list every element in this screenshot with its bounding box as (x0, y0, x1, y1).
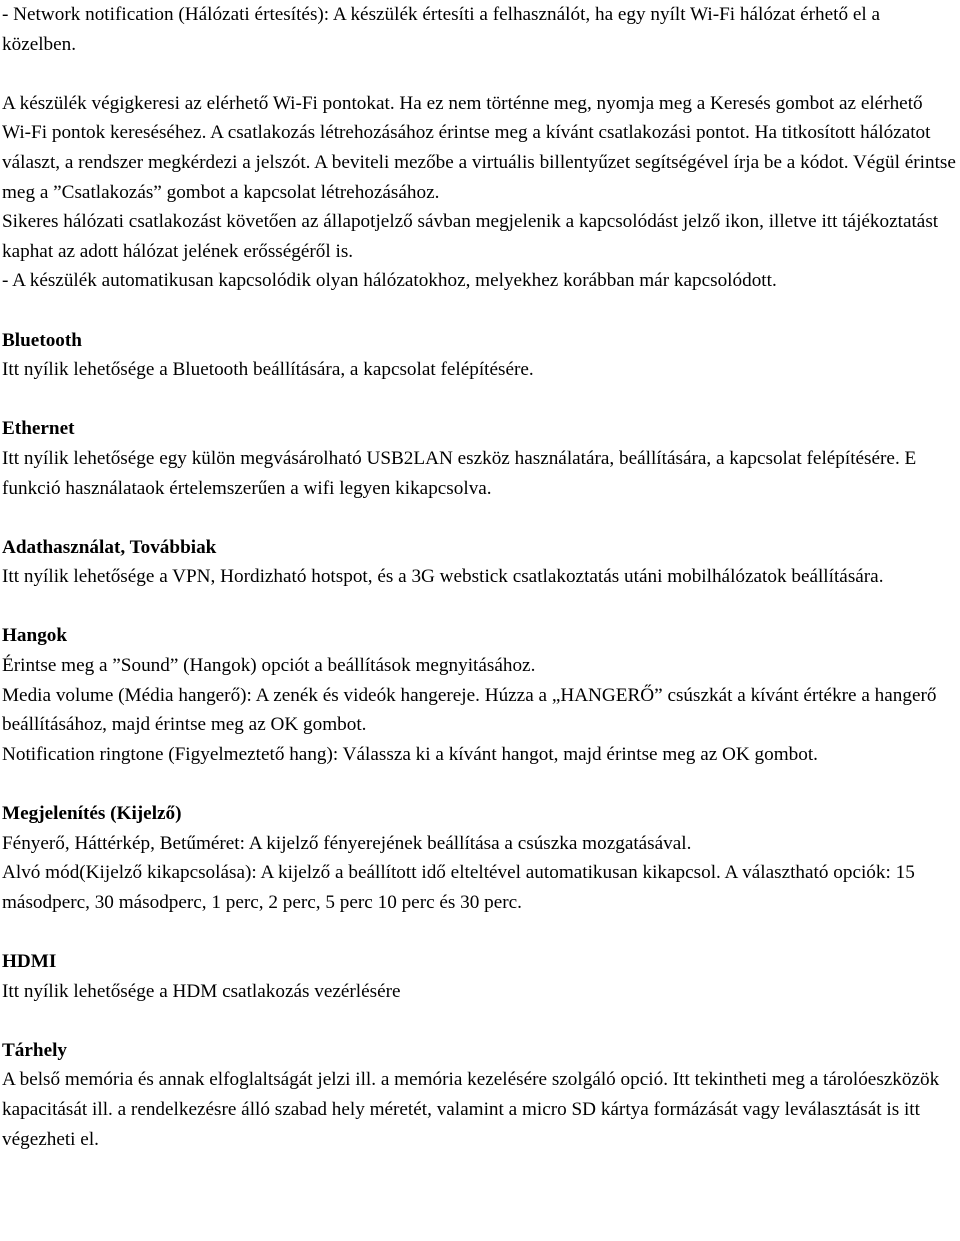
spacer (2, 592, 956, 622)
section-text-ethernet: Itt nyílik lehetősége egy külön megvásárolható USB2LAN eszköz használatára, beállítására, a kapcsolat felépítésére. E funkció használataok értelemszerűen a wifi legyen kikapcsolva. (2, 447, 917, 499)
spacer (2, 1006, 956, 1036)
spacer (2, 385, 956, 415)
section-hdmi (2, 947, 956, 1006)
wifi-success-paragraph: Sikeres hálózati csatlakozást követően az állapotjelző sávban megjelenik a kapcsolódást jelző ikon, illetve itt tájékoztatást kaphat az adott hálózat jelének erősségéről is. (2, 211, 939, 262)
spacer (2, 296, 956, 326)
spacer (2, 917, 956, 947)
spacer (2, 769, 956, 799)
spacer (2, 503, 956, 533)
section-title-bluetooth: Bluetooth (2, 329, 82, 351)
section-display (2, 799, 956, 917)
sound-notification-ringtone: Notification ringtone (Figyelmeztető hang): Válassza ki a kívánt hangot, majd érintse meg az OK gombot. (2, 743, 818, 765)
section-text-storage: A belső memória és annak elfoglaltságát jelzi ill. a memória kezelésére szolgáló opció. Itt tekintheti meg a tárolóeszközök kapacitását ill. a rendelkezésre álló szabad hely méretét, valamint a micro SD kártya formázását vagy leválasztását is itt végezheti el. (2, 1069, 940, 1150)
sound-intro: Érintse meg a ”Sound” (Hangok) opciót a beállítások megnyitásához. (2, 655, 536, 677)
section-title-display: Megjelenítés (Kijelző) (2, 803, 182, 825)
wifi-network-notification: - Network notification (Hálózati értesítés): A készülék értesíti a felhasználót, ha egy nyílt Wi-Fi hálózat érhető el a közelben. (2, 4, 880, 55)
display-brightness: Fényerő, Háttérkép, Betűméret: A kijelző fényerejének beállítása a csúszka mozgatásával. (2, 832, 692, 854)
wifi-search-paragraph: A készülék végigkeresi az elérhető Wi-Fi pontokat. Ha ez nem történne meg, nyomja meg a Keresés gombot az elérhető Wi-Fi pontok kereséséhez. A csatlakozás létrehozásához érintse meg a kívánt csatlakozási pontot. Ha titkosított hálózatot választ, a rendszer megkérdezi a jelszót. A beviteli mezőbe a virtuális billentyűzet segítségével írja be a kódot. Végül érintse meg a ”Csatlakozás” gombot a kapcsolat létrehozásához. (2, 92, 956, 203)
section-text-hdmi: Itt nyílik lehetősége a HDM csatlakozás vezérlésére (2, 980, 401, 1002)
section-storage (2, 1036, 956, 1154)
section-title-ethernet: Ethernet (2, 418, 75, 440)
sound-media-volume: Media volume (Média hangerő): A zenék és videók hangereje. Húzza a „HANGERŐ” csúszkát a kívánt értékre a hangerő beállításához, majd érintse meg az OK gombot. (2, 684, 937, 736)
section-ethernet (2, 414, 956, 503)
section-data-usage (2, 533, 956, 592)
section-text-data-usage: Itt nyílik lehetősége a VPN, Hordizható hotspot, és a 3G webstick csatlakoztatás utáni mobilhálózatok beállítására. (2, 566, 884, 588)
wifi-auto-connect: - A készülék automatikusan kapcsolódik olyan hálózatokhoz, melyekhez korábban már kapcsolódott. (2, 270, 777, 292)
section-sound (2, 621, 956, 769)
spacer (2, 59, 956, 89)
section-title-sound: Hangok (2, 625, 68, 647)
section-text-bluetooth: Itt nyílik lehetősége a Bluetooth beállítására, a kapcsolat felépítésére. (2, 359, 534, 381)
display-sleep: Alvó mód(Kijelző kikapcsolása): A kijelző a beállított idő elteltével automatikusan kikapcsol. A választható opciók: 15 másodperc, 30 másodperc, 1 perc, 2 perc, 5 perc 10 perc és 30 perc. (2, 862, 915, 913)
section-title-data-usage: Adathasználat, Továbbiak (2, 536, 217, 558)
section-bluetooth (2, 326, 956, 385)
section-title-storage: Tárhely (2, 1039, 68, 1061)
section-title-hdmi: HDMI (2, 951, 57, 972)
document-page (2, 0, 956, 1154)
